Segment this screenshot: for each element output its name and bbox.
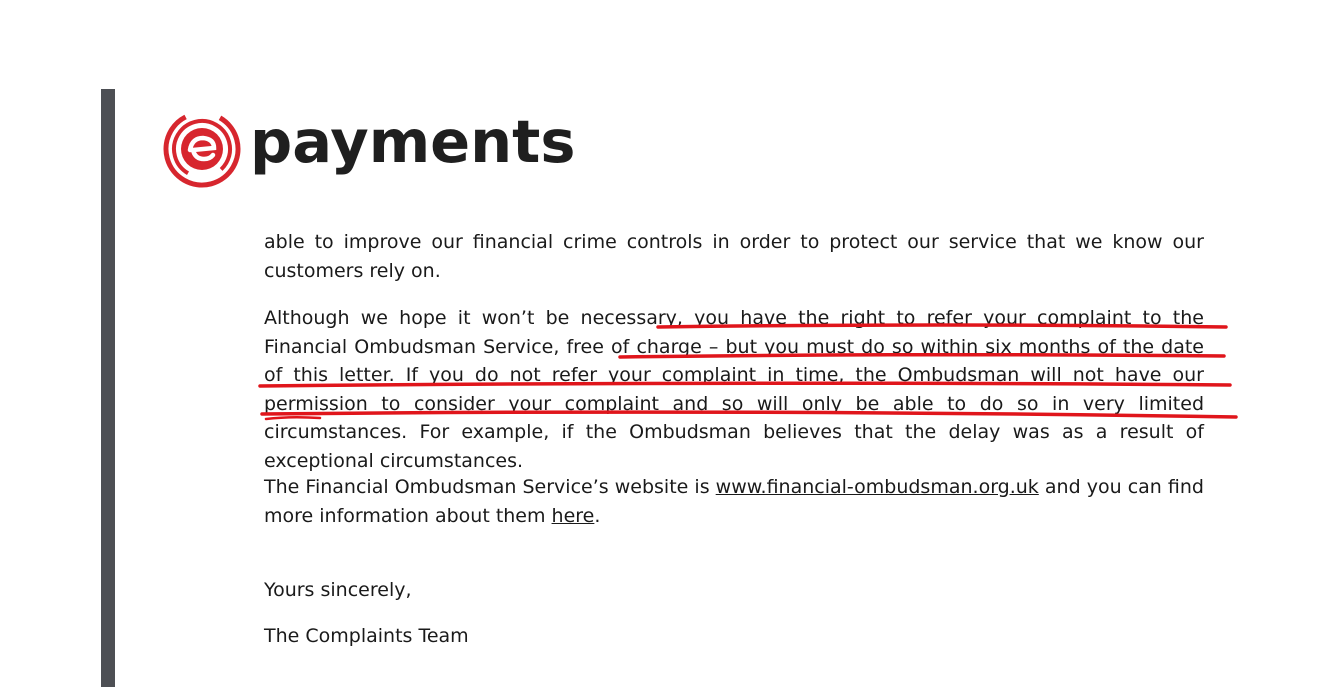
letter-paragraph-3 xyxy=(264,473,1204,530)
highlighted-six-months-deadline: but you must do so within six months of the date of this letter. If you do not refer your complaint in time, the Ombudsman will not have our permission to consider your complaint and so will only be able to do so in very limited circumstances. xyxy=(264,335,1205,443)
letter-paragraph-1: able to improve our financial crime controls in order to protect our service that we know our customers rely on. xyxy=(264,231,1204,282)
paragraph-3-end: . xyxy=(594,504,601,527)
paragraph-2-lead: Although we hope it won’t be necessary, xyxy=(264,307,695,329)
epayments-swirl-icon xyxy=(162,104,244,192)
epayments-logo xyxy=(162,103,576,193)
closing-salutation: Yours sincerely, xyxy=(264,579,412,601)
here-link[interactable]: here xyxy=(551,504,595,527)
logo-wordmark: payments xyxy=(250,106,576,176)
signature: The Complaints Team xyxy=(264,625,469,647)
paragraph-2-rest: For example, if the Ombudsman believes that the delay was as a result of exceptional circumstances. xyxy=(264,421,1204,472)
highlighted-right-to-refer: you have the right to refer your complaint to the Financial Ombudsman Service, free of charge – xyxy=(264,307,1204,358)
page-edge-bar xyxy=(101,89,115,687)
ombudsman-website-link[interactable]: www.financial-ombudsman.org.uk xyxy=(715,476,1039,498)
letter-paragraph-2 xyxy=(264,304,1204,475)
paragraph-3-lead: The Financial Ombudsman Service’s website is xyxy=(264,476,716,498)
paragraph-3-middle: and you can find more information about them xyxy=(264,476,1204,527)
